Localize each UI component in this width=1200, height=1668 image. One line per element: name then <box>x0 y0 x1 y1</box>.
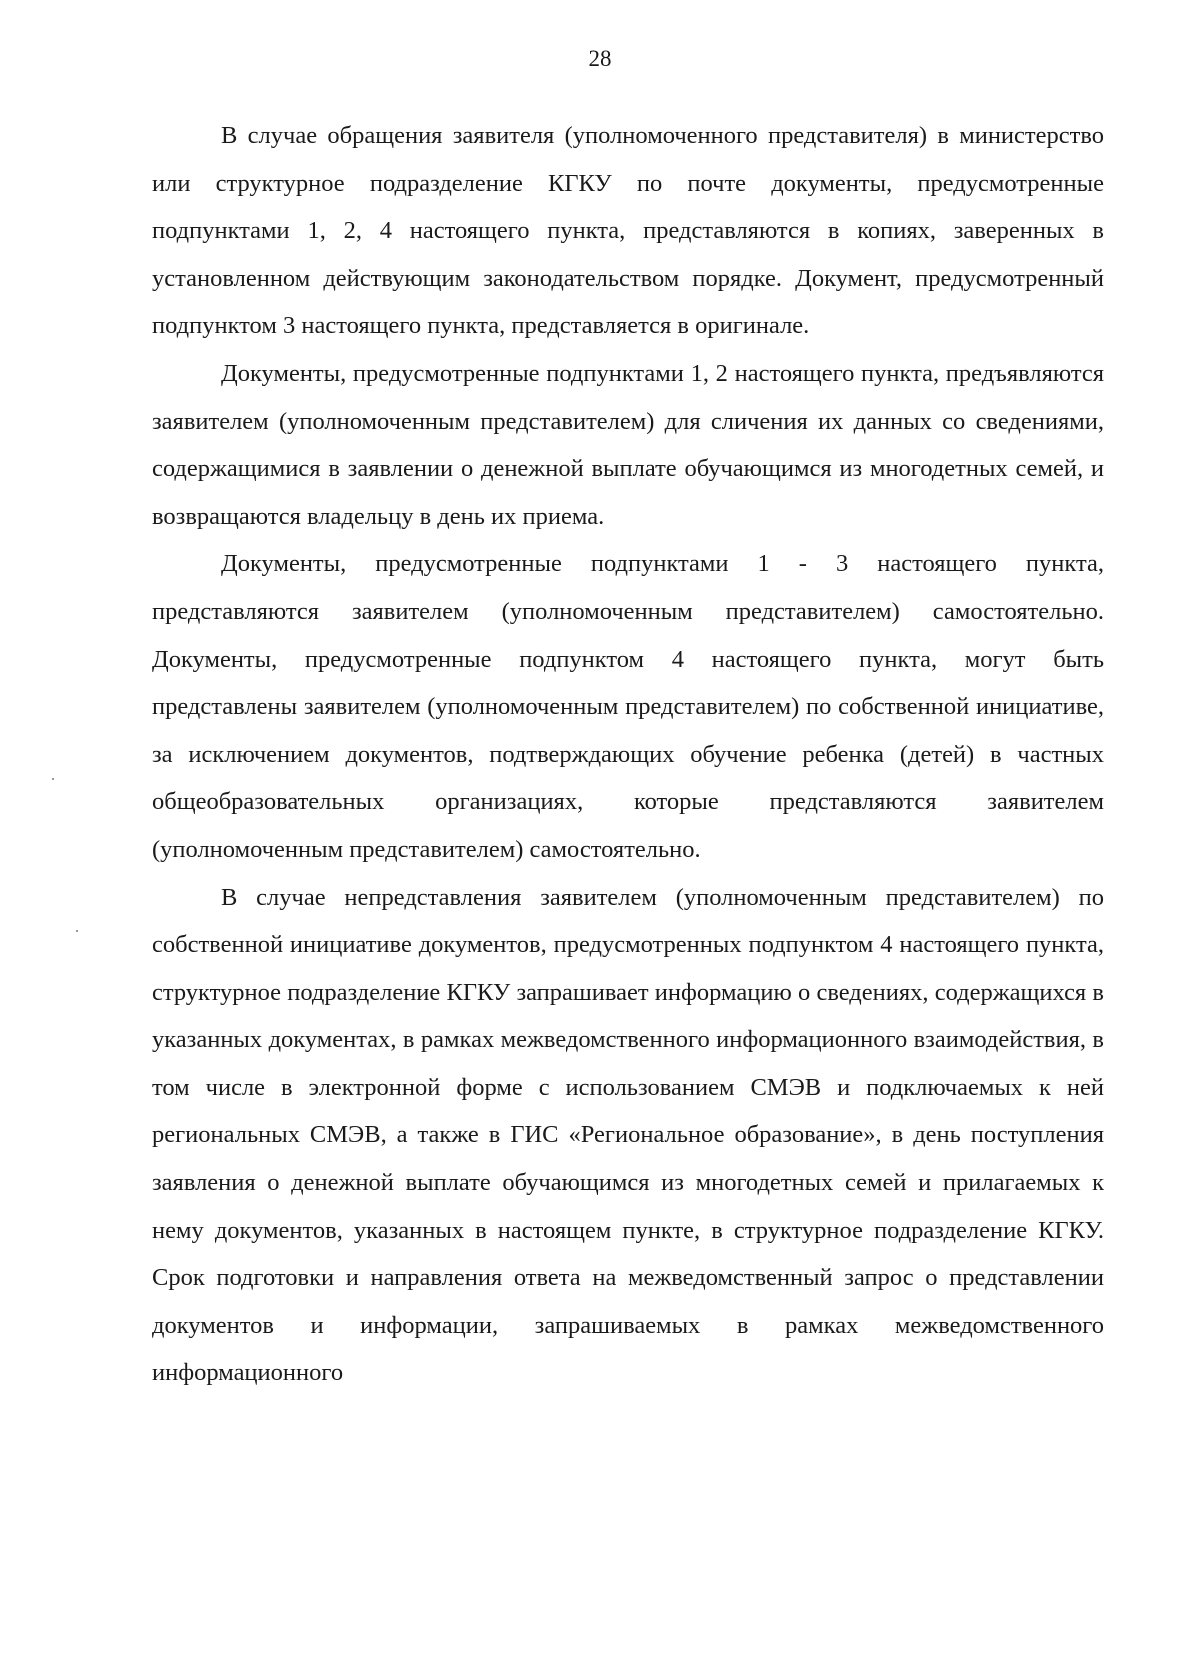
paragraph-postal-submission: В случае обращения заявителя (уполномоченного представителя) в министерство или структурное подразделение КГКУ по почте документы, предусмотренные подпунктами 1, 2, 4 настоящего пункта, представляются в копиях, заверенных в установленном действующим законодательством порядке. Документ, предусмотренный подпунктом 3 настоящего пункта, представляется в оригинале. <box>152 122 1104 340</box>
scan-artifact-dot <box>76 930 78 932</box>
paragraph-document-verification: Документы, предусмотренные подпунктами 1, 2 настоящего пункта, предъявляются заявителем (уполномоченным представителем) для сличения их данных со сведениями, содержащимися в заявлении о денежной выплате обучающимся из многодетных семей, и возвращаются владельцу в день их приема. <box>152 359 1104 530</box>
document-body <box>152 112 1104 1397</box>
page-number: 28 <box>588 46 612 71</box>
scan-artifact-dot <box>52 778 54 780</box>
paragraph-interagency-request: В случае непредставления заявителем (уполномоченным представителем) по собственной инициативе документов, предусмотренных подпунктом 4 настоящего пункта, структурное подразделение КГКУ запрашивает информацию о сведениях, содержащихся в указанных документах, в рамках межведомственного информационного взаимодействия, в том числе в электронной форме с использованием СМЭВ и подключаемых к ней региональных СМЭВ, а также в ГИС «Региональное образование», в день поступления заявления о денежной выплате обучающимся из многодетных семей и прилагаемых к нему документов, указанных в настоящем пункте, в структурное подразделение КГКУ. Срок подготовки и направления ответа на межведомственный запрос о представлении документов и информации, запрашиваемых в рамках межведомственного информационного <box>152 883 1104 1387</box>
paragraph-independent-submission: Документы, предусмотренные подпунктами 1 - 3 настоящего пункта, представляются заявителем (уполномоченным представителем) самостоятельно. Документы, предусмотренные подпунктом 4 настоящего пункта, могут быть представлены заявителем (уполномоченным представителем) по собственной инициативе, за исключением документов, подтверждающих обучение ребенка (детей) в частных общеобразовательных организациях, которые представляются заявителем (уполномоченным представителем) самостоятельно. <box>152 550 1104 863</box>
